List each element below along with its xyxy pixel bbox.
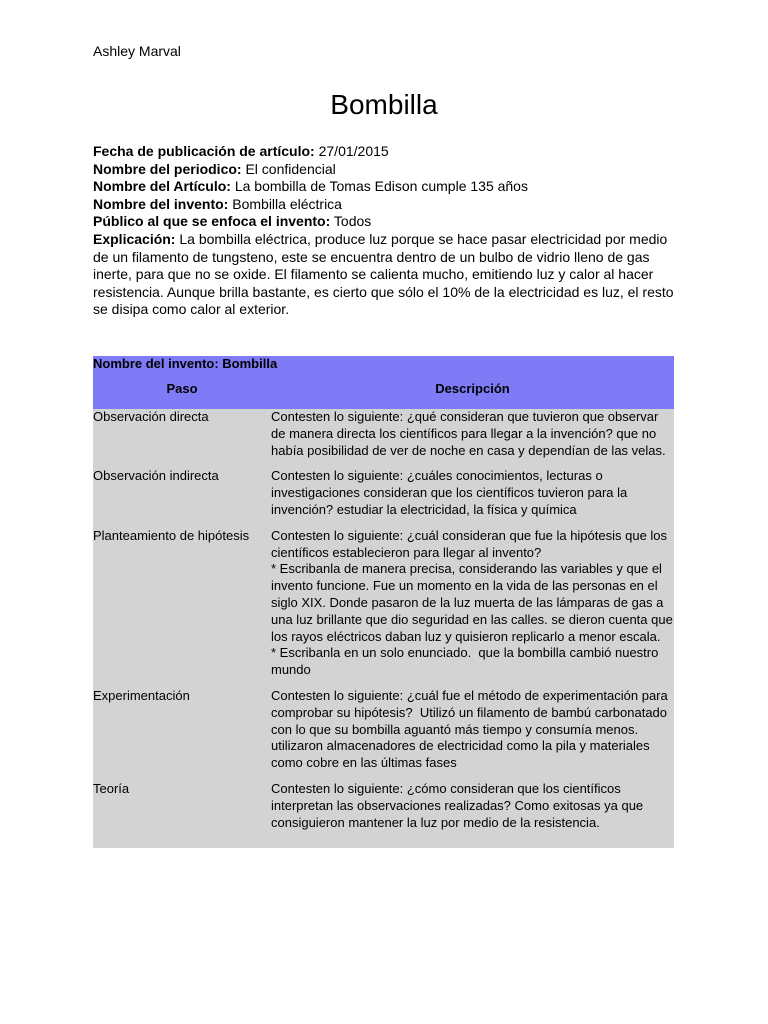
description-cell: Contesten lo siguiente: ¿cómo consideran que los científicos interpretan las observaciones realizadas? Como exitosas ya que consiguieron mantener la luz por medio de la resistencia. <box>271 781 674 848</box>
author-name: Ashley Marval <box>93 43 181 59</box>
step-cell: Teoría <box>93 781 271 848</box>
meta-value: Bombilla eléctrica <box>228 195 342 212</box>
table-row <box>93 528 674 688</box>
scientific-method-table <box>93 356 674 848</box>
meta-label: Nombre del periodico: <box>93 160 242 177</box>
meta-value: Todos <box>330 213 372 230</box>
table-caption: Nombre del invento: Bombilla <box>93 356 674 374</box>
meta-invention <box>93 196 683 214</box>
meta-label: Nombre del Artículo: <box>93 178 231 195</box>
table-row <box>93 688 674 781</box>
description-cell: Contesten lo siguiente: ¿cuáles conocimientos, lecturas o investigaciones consideran que los científicos tuvieron para la invención? estudiar la electricidad, la física y química <box>271 468 674 527</box>
table-row <box>93 409 674 468</box>
meta-explanation <box>93 231 683 319</box>
meta-label: Fecha de publicación de artículo: <box>93 143 315 159</box>
meta-value: La bombilla eléctrica, produce luz porque se hace pasar electricidad por medio de un filamento de tungsteno, este se encuentra dentro de un bulbo de vidrio lleno de gas inerte, para que no se oxide. El filamento se calienta mucho, emitiendo luz y calor al hacer resistencia. Aunque brilla bastante, es cierto que sólo el 10% de la electricidad es luz, el resto se disipa como calor al exterior. <box>93 230 674 318</box>
document-title: Bombilla <box>330 89 438 120</box>
description-cell: Contesten lo siguiente: ¿cuál consideran que fue la hipótesis que los científicos establecieron para llegar al invento? * Escribanla de manera precisa, considerando las variables y que el invento funcione. Fue un momento en la vida de las personas en el siglo XIX. Donde pasaron de la luz muerta de las lámparas de gas a una luz brillante que dio seguridad en las calles. se dieron cuenta que los rayos eléctricos daban luz y quisieron replicarlo a menor escala. * Escribanla en un solo enunciado. que la bombilla cambió nuestro mundo <box>271 528 674 688</box>
table-row <box>93 781 674 848</box>
column-header-step: Paso <box>93 374 271 409</box>
description-cell: Contesten lo siguiente: ¿cuál fue el método de experimentación para comprobar su hipótesis? Utilizó un filamento de bambú carbonatado con lo que su bombilla aguantó más tiempo y consumía menos. utilizaron almacenadores de electricidad como la pila y materiales como cobre en las últimas fases <box>271 688 674 781</box>
table-caption-row <box>93 356 674 374</box>
column-header-description: Descripción <box>271 374 674 409</box>
table-header-row <box>93 374 674 409</box>
meta-audience <box>93 213 683 231</box>
table-row <box>93 468 674 527</box>
step-cell: Planteamiento de hipótesis <box>93 528 271 688</box>
step-cell: Observación indirecta <box>93 468 271 527</box>
meta-date <box>93 143 683 161</box>
step-cell: Experimentación <box>93 688 271 781</box>
meta-article <box>93 178 683 196</box>
meta-label: Explicación: <box>93 230 176 247</box>
meta-label: Nombre del invento: <box>93 195 229 212</box>
meta-value: El confidencial <box>241 160 336 177</box>
article-metadata <box>93 143 683 319</box>
meta-newspaper <box>93 161 683 179</box>
description-cell: Contesten lo siguiente: ¿qué consideran que tuvieron que observar de manera directa los científicos para llegar a la invención? que no había posibilidad de ver de noche en casa y dependían de las velas. <box>271 409 674 468</box>
meta-value: La bombilla de Tomas Edison cumple 135 años <box>230 178 528 195</box>
step-cell: Observación directa <box>93 409 271 468</box>
meta-value: 27/01/2015 <box>314 143 389 159</box>
meta-label: Público al que se enfoca el invento: <box>93 213 331 230</box>
